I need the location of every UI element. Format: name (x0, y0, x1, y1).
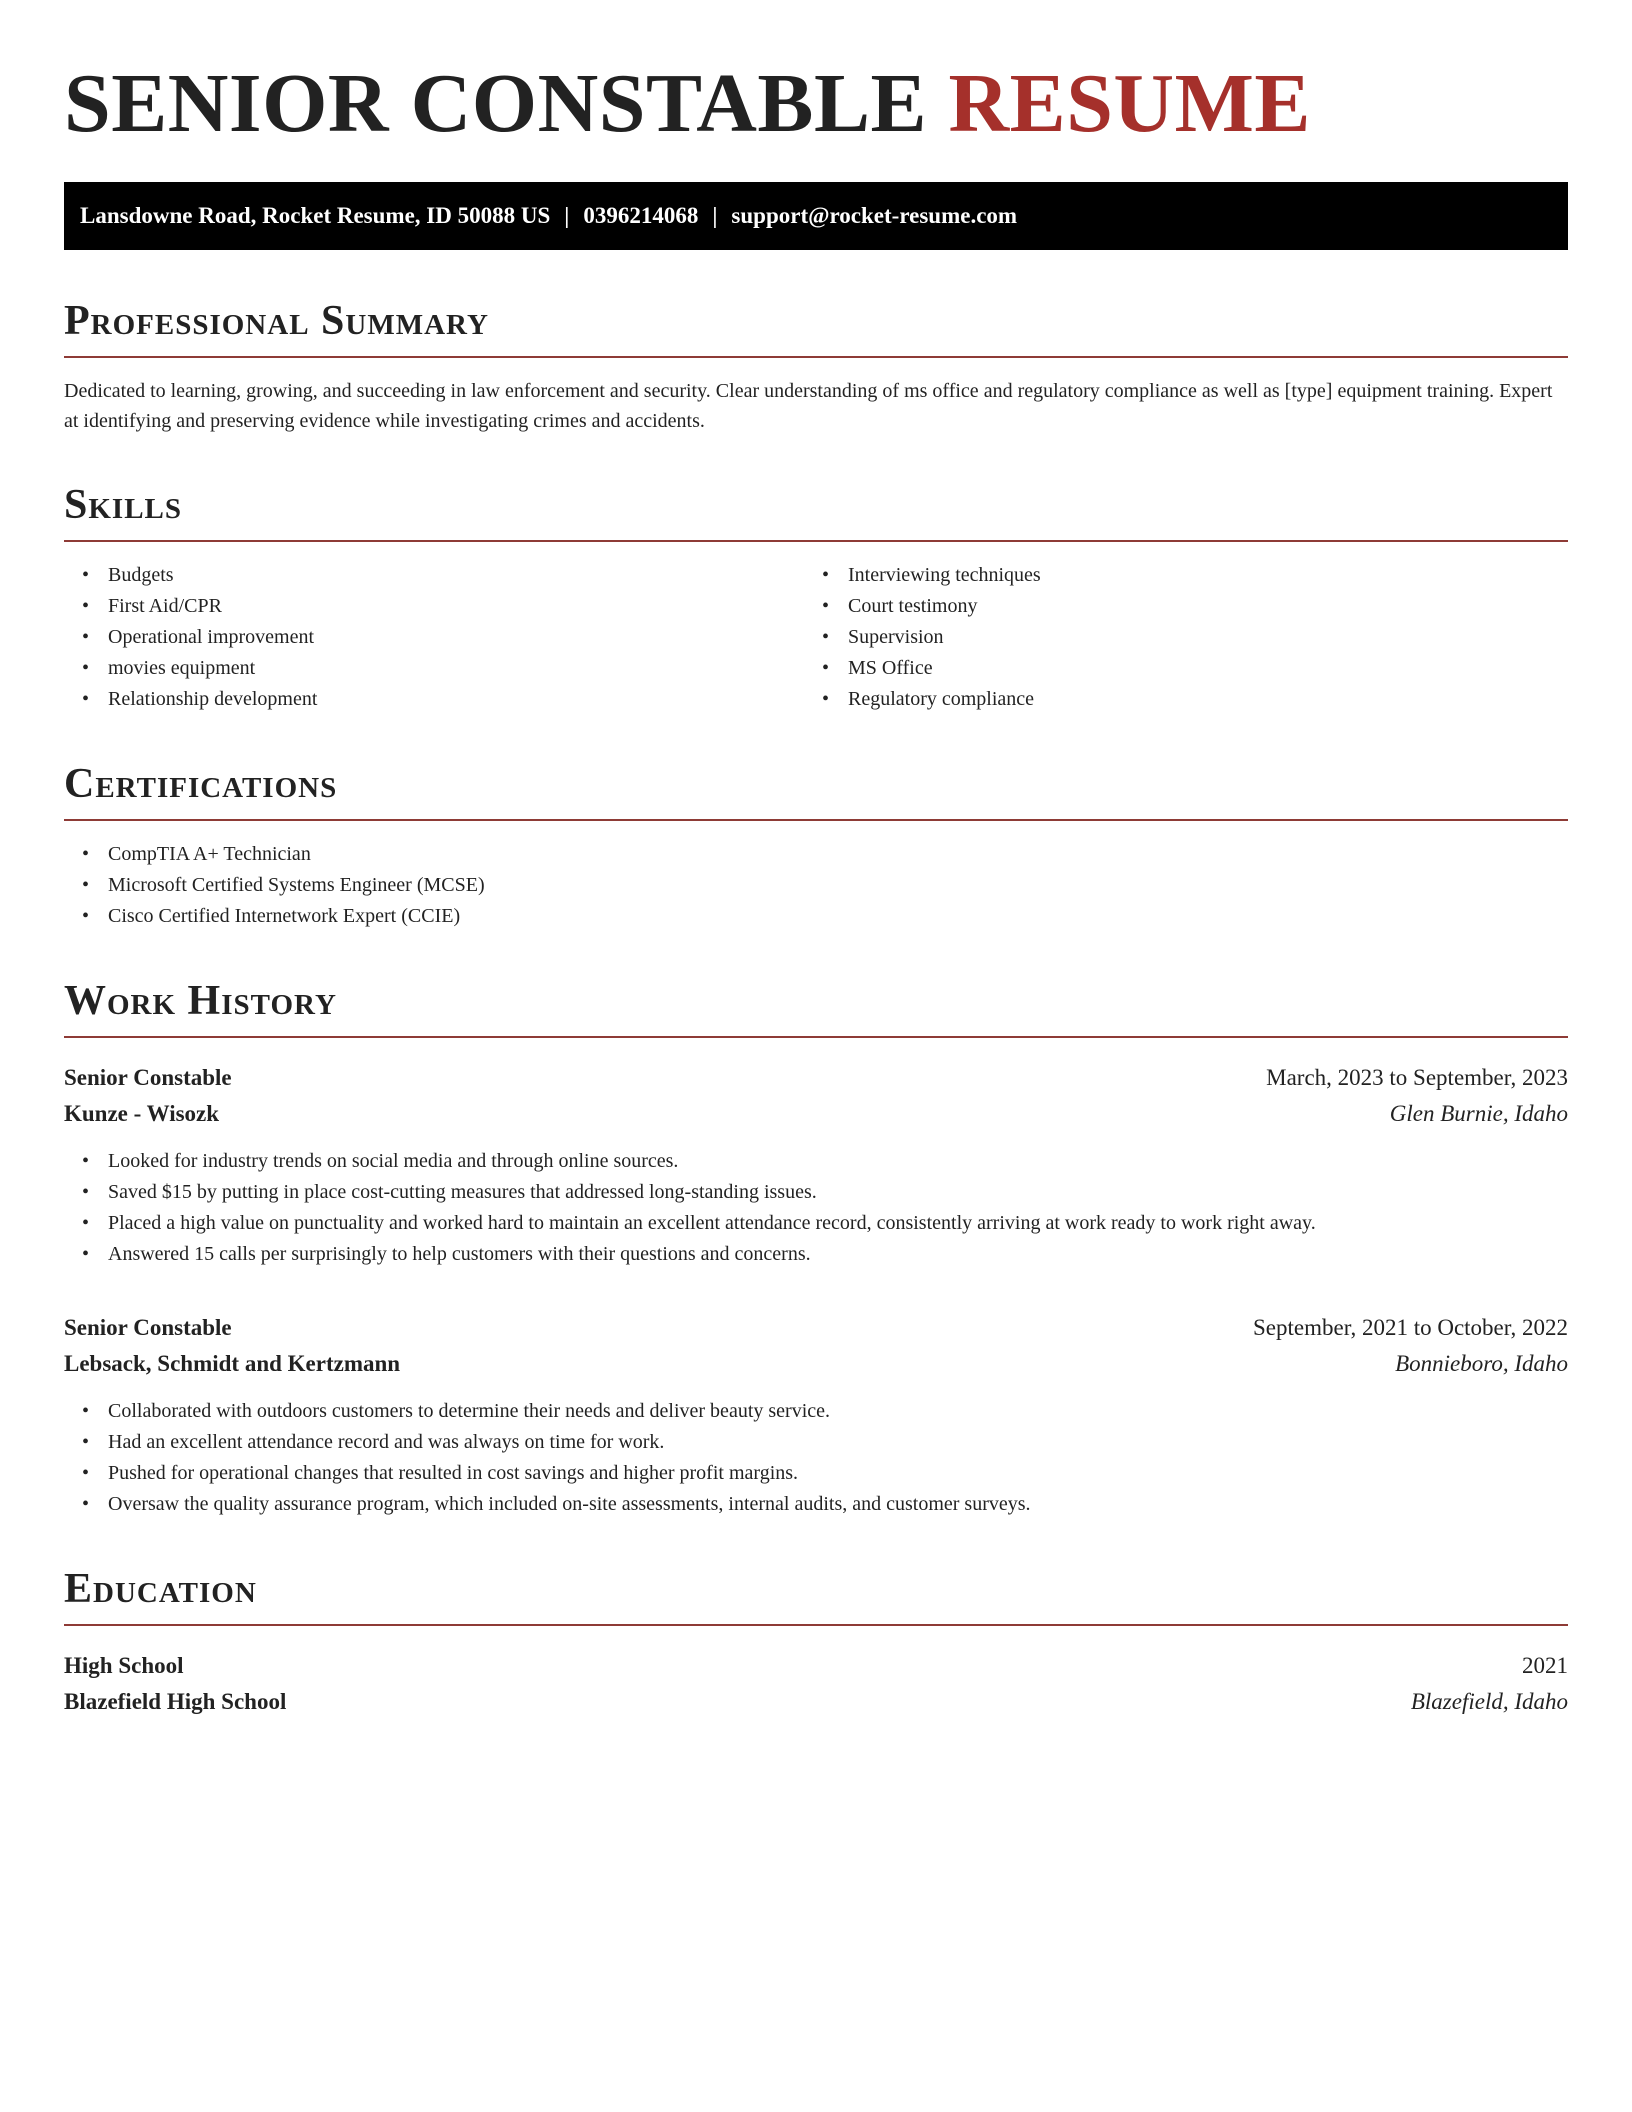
job-duty-item: • Placed a high value on punctuality and worked hard to maintain an excellent attendance record, consistently arriving at work ready to work right away. (82, 1212, 1316, 1234)
skills-list-left (64, 560, 804, 715)
skills-heading: Skills (64, 480, 1568, 542)
skill-item: • Regulatory compliance (822, 688, 1035, 710)
summary-heading: Professional Summary (64, 296, 1568, 358)
contact-phone: 0396214068 (583, 203, 699, 228)
skill-item: • Relationship development (82, 688, 318, 710)
education-entry (64, 1648, 1568, 1720)
summary-text: Dedicated to learning, growing, and succeeding in law enforcement and security. Clear understanding of ms office and regulatory compliance as well as [type] equipment training. Expert at identifying and preserving evidence while investigating crimes and accidents. (64, 380, 1553, 432)
job-duty-item: • Oversaw the quality assurance program, which included on-site assessments, internal audits, and customer surveys. (82, 1493, 1031, 1515)
contact-bar (64, 182, 1568, 250)
skill-item: • Budgets (82, 564, 174, 586)
certification-item: • Microsoft Certified Systems Engineer (MCSE) (82, 874, 485, 896)
title-accent: RESUME (948, 57, 1311, 150)
job-dates: September, 2021 to October, 2022 (1253, 1315, 1568, 1340)
education-location: Blazefield, Idaho (1410, 1689, 1568, 1714)
job-location: Bonnieboro, Idaho (1395, 1351, 1568, 1376)
education-section (64, 1564, 1568, 1720)
certifications-list (64, 839, 1568, 932)
education-heading: Education (64, 1564, 1568, 1626)
job-duties-list (64, 1396, 1568, 1520)
work-history-section (64, 976, 1568, 1520)
certifications-section (64, 759, 1568, 932)
contact-separator: | (564, 203, 570, 228)
resume-page (64, 0, 1568, 1720)
job-entry (64, 1310, 1568, 1520)
title-main: SENIOR CONSTABLE (64, 57, 928, 150)
certification-item: • Cisco Certified Internetwork Expert (CCIE) (82, 905, 461, 927)
job-company: Lebsack, Schmidt and Kertzmann (64, 1351, 401, 1376)
skills-section (64, 480, 1568, 715)
job-title: Senior Constable (64, 1065, 232, 1090)
skill-item: • Interviewing techniques (822, 564, 1041, 586)
skill-item: • Supervision (822, 626, 944, 648)
job-company: Kunze - Wisozk (64, 1101, 220, 1126)
contact-email[interactable]: support@rocket-resume.com (731, 203, 1018, 228)
job-duty-item: • Had an excellent attendance record and was always on time for work. (82, 1431, 665, 1453)
education-school: Blazefield High School (64, 1689, 287, 1714)
contact-address: Lansdowne Road, Rocket Resume, ID 50088 US (80, 203, 551, 228)
skills-list-right (804, 560, 1544, 715)
job-dates: March, 2023 to September, 2023 (1266, 1065, 1568, 1090)
education-year: 2021 (1522, 1653, 1568, 1678)
job-title: Senior Constable (64, 1315, 232, 1340)
job-location: Glen Burnie, Idaho (1389, 1101, 1568, 1126)
job-duty-item: • Looked for industry trends on social media and through online sources. (82, 1150, 679, 1172)
skills-grid (64, 560, 1568, 715)
job-duty-item: • Collaborated with outdoors customers to determine their needs and deliver beauty service. (82, 1400, 831, 1422)
skill-item: • movies equipment (82, 657, 256, 679)
contact-separator: | (712, 203, 718, 228)
work-history-heading: Work History (64, 976, 1568, 1038)
skill-item: • Operational improvement (82, 626, 315, 648)
skill-item: • First Aid/CPR (82, 595, 222, 617)
certifications-heading: Certifications (64, 759, 1568, 821)
job-duty-item: • Answered 15 calls per surprisingly to help customers with their questions and concerns. (82, 1243, 811, 1265)
job-duty-item: • Pushed for operational changes that resulted in cost savings and higher profit margins. (82, 1462, 799, 1484)
certification-item: • CompTIA A+ Technician (82, 843, 311, 865)
education-degree: High School (64, 1653, 184, 1678)
summary-section (64, 296, 1568, 436)
skill-item: • Court testimony (822, 595, 978, 617)
resume-title (64, 56, 1568, 152)
job-duties-list (64, 1146, 1568, 1270)
job-duty-item: • Saved $15 by putting in place cost-cutting measures that addressed long-standing issues. (82, 1181, 817, 1203)
skill-item: • MS Office (822, 657, 933, 679)
job-entry (64, 1060, 1568, 1270)
